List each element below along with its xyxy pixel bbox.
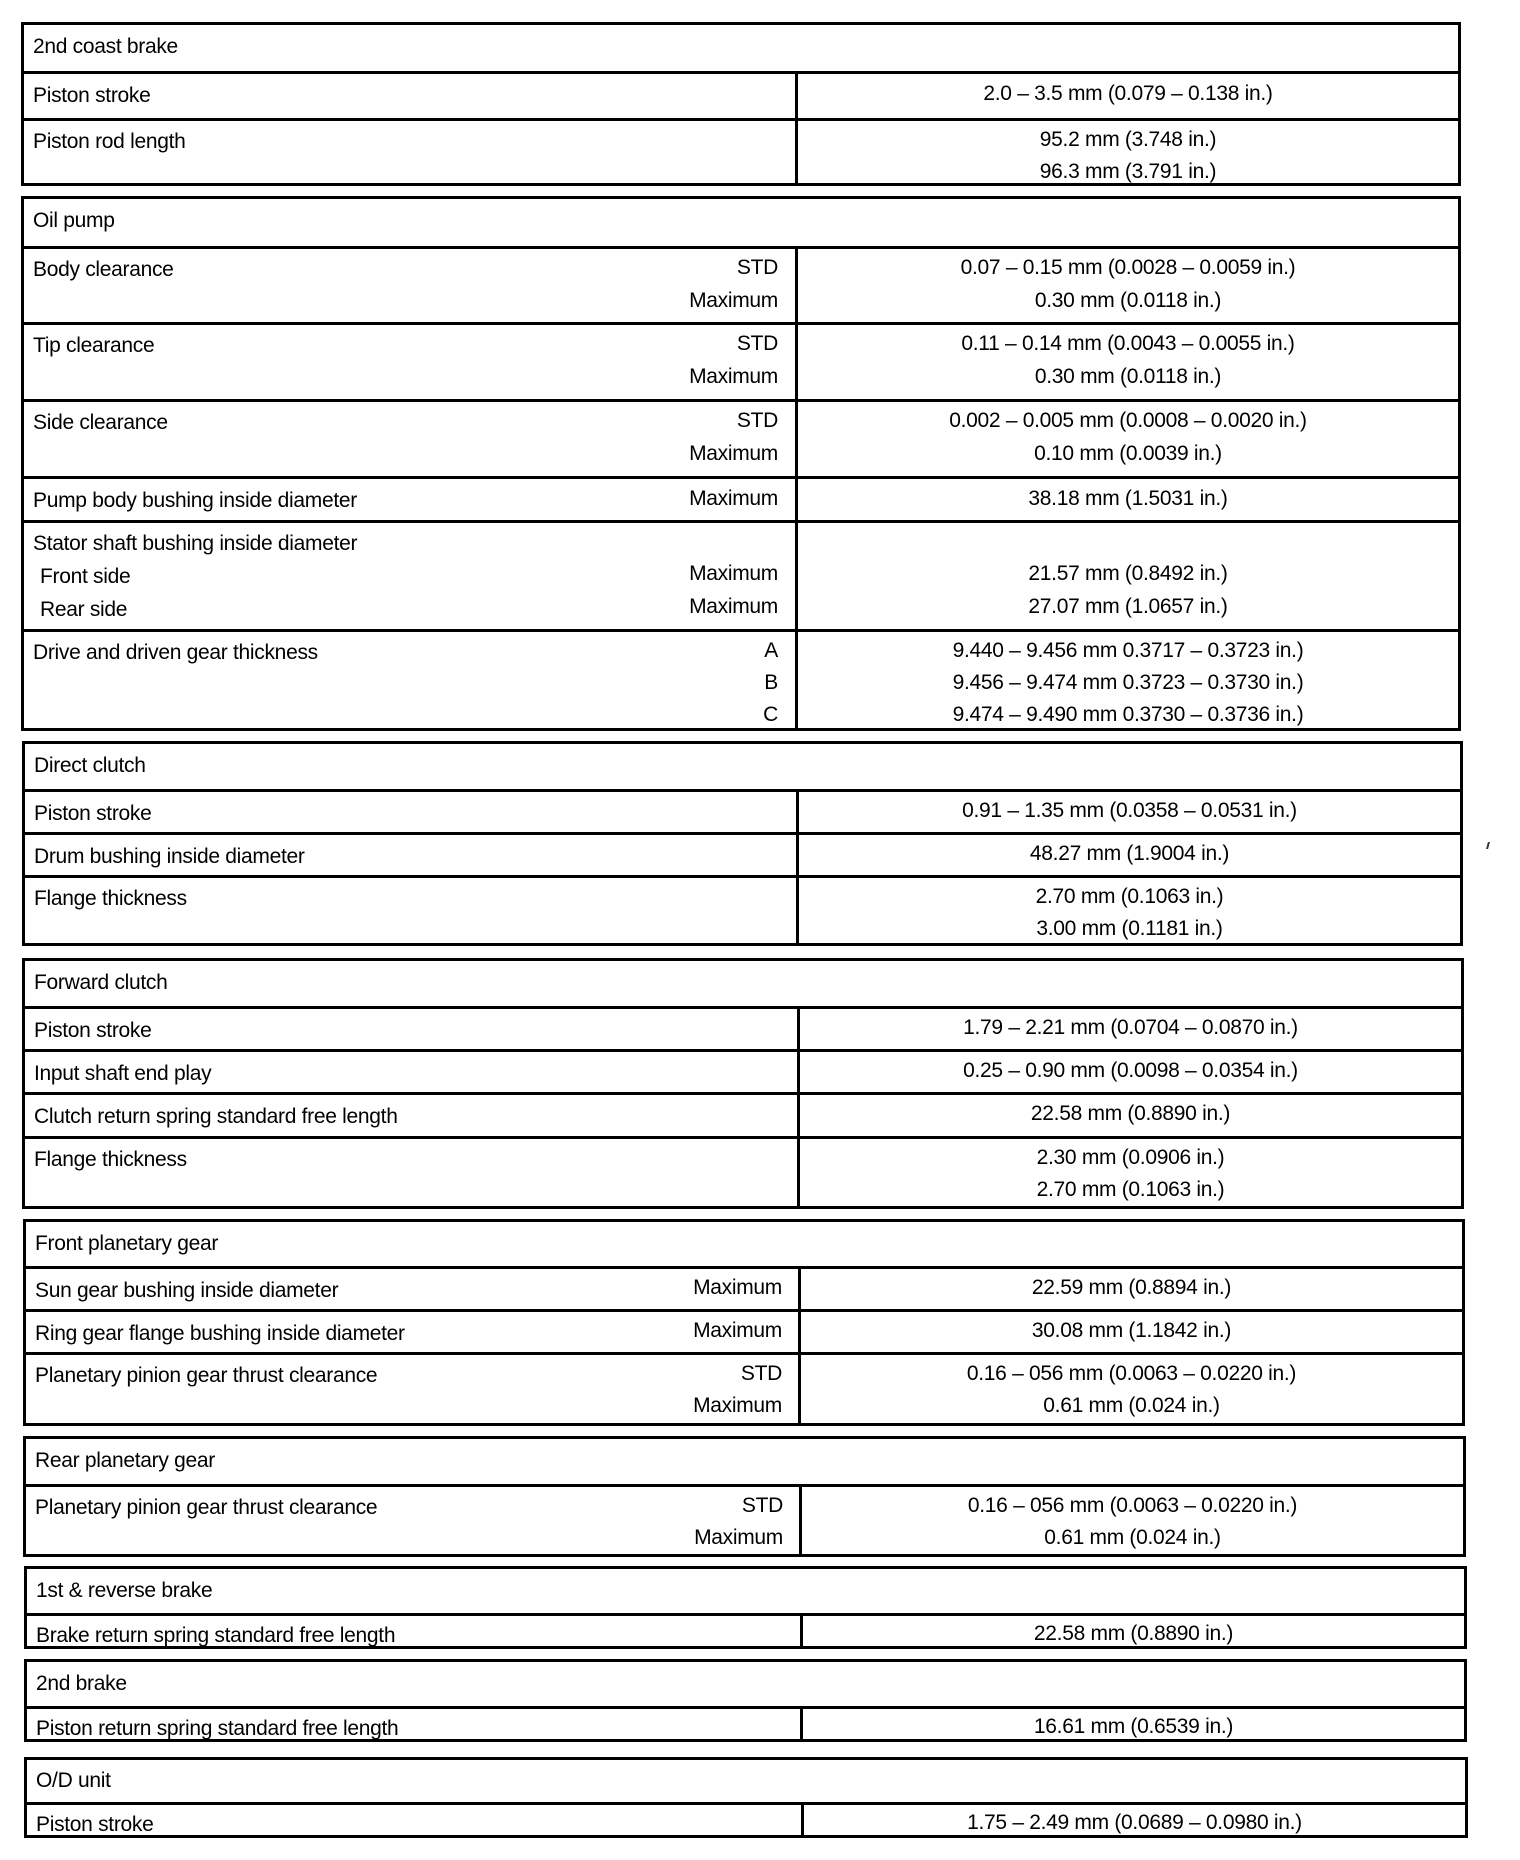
scan-mark: [1486, 842, 1490, 849]
spec-label: Planetary pinion gear thrust clearance: [35, 1496, 378, 1519]
spec-label: Piston stroke: [34, 802, 152, 825]
spec-label: Brake return spring standard free length: [36, 1624, 396, 1647]
spec-label: Body clearance: [33, 258, 174, 281]
section-header: [24, 199, 1458, 246]
spec-value: 3.00 mm (0.1181 in.): [1036, 917, 1223, 940]
spec-row: [26, 1352, 1462, 1423]
spec-qualifier: Maximum: [689, 487, 778, 510]
spec-label: Piston stroke: [34, 1019, 152, 1042]
section-header: [26, 1439, 1463, 1484]
section-header: [27, 1760, 1465, 1802]
spec-qualifier: Maximum: [693, 1319, 782, 1342]
spec-qualifier: STD: [736, 409, 778, 432]
section-title: Direct clutch: [34, 754, 146, 777]
spec-label: Ring gear flange bushing inside diameter: [35, 1322, 405, 1345]
spec-label: Clutch return spring standard free length: [34, 1105, 398, 1128]
spec-qualifier: STD: [736, 332, 778, 355]
spec-label: Drum bushing inside diameter: [34, 845, 305, 868]
spec-value: 0.16 – 056 mm (0.0063 – 0.0220 in.): [967, 1494, 1298, 1517]
spec-row: [24, 629, 1458, 728]
spec-row: [24, 476, 1458, 520]
spec-sublabel: Rear side: [40, 598, 128, 621]
spec-label: Pump body bushing inside diameter: [33, 489, 357, 512]
spec-section-oil-pump: [21, 196, 1461, 731]
spec-row: [24, 246, 1458, 322]
spec-section-front-planetary-gear: [23, 1219, 1465, 1426]
section-title: 1st & reverse brake: [36, 1579, 213, 1602]
section-header: [27, 1569, 1464, 1613]
spec-value: 2.30 mm (0.0906 in.): [1036, 1146, 1225, 1169]
spec-sublabel: Front side: [40, 565, 131, 588]
spec-value: 27.07 mm (1.0657 in.): [1028, 595, 1228, 618]
spec-value: 30.08 mm (1.1842 in.): [1031, 1319, 1232, 1342]
spec-value: 0.25 – 0.90 mm (0.0098 – 0.0354 in.): [963, 1059, 1298, 1082]
section-title: Oil pump: [33, 209, 115, 232]
spec-value: 0.11 – 0.14 mm (0.0043 – 0.0055 in.): [961, 332, 1295, 355]
spec-section-forward-clutch: [22, 958, 1464, 1209]
spec-value: 9.474 – 9.490 mm 0.3730 – 0.3736 in.): [952, 703, 1304, 726]
spec-label: Piston stroke: [36, 1813, 154, 1836]
spec-row: [25, 1049, 1461, 1092]
spec-value: 0.07 – 0.15 mm (0.0028 – 0.0059 in.): [960, 256, 1296, 279]
spec-value: 22.59 mm (0.8894 in.): [1031, 1276, 1232, 1299]
section-header: [25, 744, 1460, 789]
spec-label: Flange thickness: [34, 1148, 187, 1171]
spec-row: [24, 71, 1458, 118]
spec-qualifier: Maximum: [689, 595, 778, 618]
spec-value: 2.0 – 3.5 mm (0.079 – 0.138 in.): [983, 82, 1273, 105]
section-title: Forward clutch: [34, 971, 168, 994]
spec-row: [27, 1802, 1465, 1835]
spec-row: [24, 322, 1458, 399]
spec-label: Side clearance: [33, 411, 168, 434]
spec-value: 0.61 mm (0.024 in.): [1043, 1394, 1220, 1417]
spec-value: 38.18 mm (1.5031 in.): [1028, 487, 1228, 510]
spec-row: [24, 118, 1458, 183]
spec-value: 0.30 mm (0.0118 in.): [1034, 289, 1222, 312]
section-title: Front planetary gear: [35, 1232, 219, 1255]
spec-value: 22.58 mm (0.8890 in.): [1033, 1622, 1234, 1645]
spec-section-od-unit: [24, 1757, 1468, 1838]
section-header: [26, 1222, 1462, 1266]
spec-qualifier: Maximum: [694, 1526, 783, 1549]
spec-row: [25, 1092, 1461, 1136]
spec-section-1st-reverse-brake: [24, 1566, 1467, 1649]
spec-value: 0.002 – 0.005 mm (0.0008 – 0.0020 in.): [949, 409, 1307, 432]
spec-qualifier: C: [763, 703, 778, 726]
spec-qualifier: Maximum: [689, 365, 778, 388]
spec-value: 0.30 mm (0.0118 in.): [1034, 365, 1222, 388]
spec-value: 0.61 mm (0.024 in.): [1044, 1526, 1221, 1549]
spec-label: Drive and driven gear thickness: [33, 641, 318, 664]
spec-qualifier: Maximum: [689, 562, 778, 585]
spec-value: 95.2 mm (3.748 in.): [1039, 128, 1217, 151]
spec-value: 9.456 – 9.474 mm 0.3723 – 0.3730 in.): [952, 671, 1304, 694]
spec-label: Tip clearance: [33, 334, 155, 357]
spec-value: 1.75 – 2.49 mm (0.0689 – 0.0980 in.): [967, 1811, 1302, 1834]
spec-label: Input shaft end play: [34, 1062, 212, 1085]
section-header: [25, 961, 1461, 1006]
spec-section-direct-clutch: [22, 741, 1463, 946]
spec-row: [26, 1309, 1462, 1352]
spec-value: 21.57 mm (0.8492 in.): [1028, 562, 1228, 585]
spec-row: [25, 789, 1460, 832]
spec-qualifier: STD: [736, 256, 778, 279]
section-title: O/D unit: [36, 1769, 111, 1792]
spec-value: 9.440 – 9.456 mm 0.3717 – 0.3723 in.): [952, 639, 1304, 662]
spec-label: Piston stroke: [33, 84, 151, 107]
spec-label: Flange thickness: [34, 887, 187, 910]
spec-value: 0.91 – 1.35 mm (0.0358 – 0.0531 in.): [962, 799, 1297, 822]
spec-section-2nd-brake: [24, 1659, 1467, 1742]
spec-qualifier: STD: [740, 1362, 782, 1385]
spec-row: [24, 399, 1458, 476]
spec-value: 96.3 mm (3.791 in.): [1039, 160, 1217, 183]
spec-section-2nd-coast-brake: [21, 22, 1461, 186]
spec-value: 0.16 – 056 mm (0.0063 – 0.0220 in.): [966, 1362, 1297, 1385]
spec-qualifier: Maximum: [689, 442, 778, 465]
spec-value: 1.79 – 2.21 mm (0.0704 – 0.0870 in.): [963, 1016, 1298, 1039]
spec-row: [25, 1006, 1461, 1049]
spec-section-rear-planetary-gear: [23, 1436, 1466, 1557]
spec-label: Sun gear bushing inside diameter: [35, 1279, 339, 1302]
section-header: [27, 1662, 1464, 1706]
section-header: [24, 25, 1458, 71]
spec-qualifier: Maximum: [693, 1276, 782, 1299]
spec-value: 2.70 mm (0.1063 in.): [1035, 885, 1224, 908]
spec-qualifier: Maximum: [693, 1394, 782, 1417]
spec-qualifier: STD: [741, 1494, 783, 1517]
spec-qualifier: Maximum: [689, 289, 778, 312]
spec-row: [25, 832, 1460, 875]
spec-row: [27, 1613, 1464, 1646]
spec-value: 22.58 mm (0.8890 in.): [1030, 1102, 1231, 1125]
spec-value: 0.10 mm (0.0039 in.): [1034, 442, 1222, 465]
spec-label: Piston return spring standard free length: [36, 1717, 399, 1740]
spec-row: [26, 1266, 1462, 1309]
spec-row: [25, 1136, 1461, 1206]
section-title: 2nd brake: [36, 1672, 127, 1695]
spec-row: [24, 520, 1458, 629]
spec-value: 2.70 mm (0.1063 in.): [1036, 1178, 1225, 1201]
spec-row: [25, 875, 1460, 943]
spec-value: 16.61 mm (0.6539 in.): [1033, 1715, 1234, 1738]
spec-label: Planetary pinion gear thrust clearance: [35, 1364, 378, 1387]
spec-row: [26, 1484, 1463, 1554]
spec-qualifier: A: [764, 639, 778, 662]
spec-label: Piston rod length: [33, 130, 186, 153]
spec-row: [27, 1706, 1464, 1739]
section-title: 2nd coast brake: [33, 35, 178, 58]
spec-value: 48.27 mm (1.9004 in.): [1029, 842, 1230, 865]
spec-label: Stator shaft bushing inside diameter: [33, 532, 358, 555]
section-title: Rear planetary gear: [35, 1449, 215, 1472]
spec-qualifier: B: [764, 671, 778, 694]
